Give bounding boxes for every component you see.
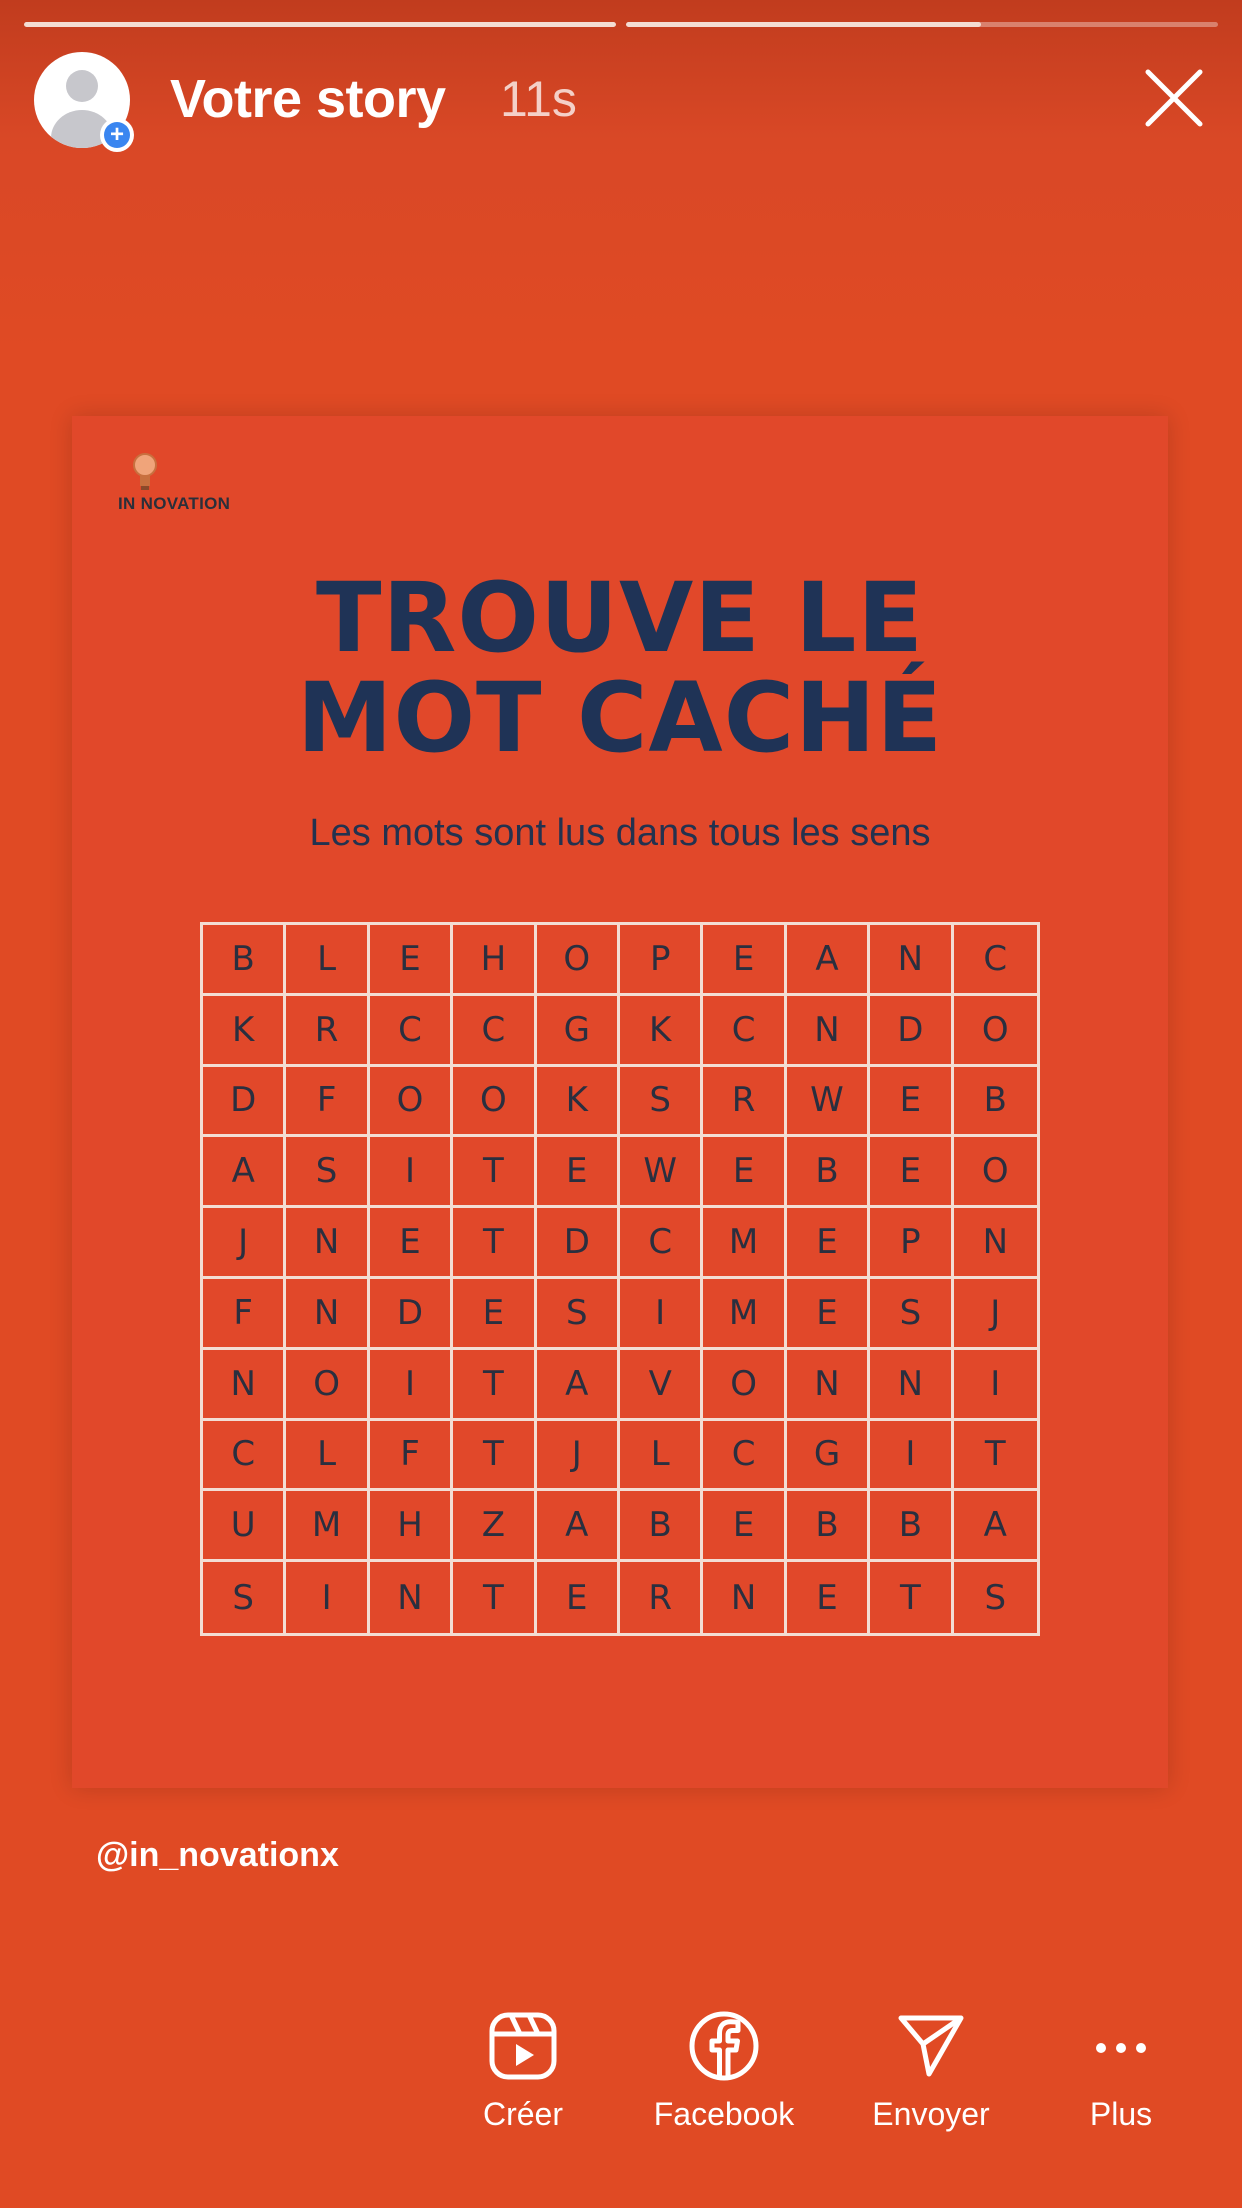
grid-cell: M <box>286 1491 369 1562</box>
reels-icon <box>487 2010 559 2082</box>
grid-cell: R <box>620 1562 703 1633</box>
grid-cell: E <box>703 925 786 996</box>
grid-cell: T <box>870 1562 953 1633</box>
grid-cell: A <box>954 1491 1037 1562</box>
grid-cell: T <box>453 1421 536 1492</box>
grid-cell: P <box>870 1208 953 1279</box>
grid-cell: K <box>620 996 703 1067</box>
grid-cell: E <box>370 1208 453 1279</box>
grid-cell: R <box>286 996 369 1067</box>
facebook-icon <box>688 2010 760 2082</box>
grid-cell: P <box>620 925 703 996</box>
progress-segment-1 <box>24 22 616 27</box>
grid-cell: E <box>537 1137 620 1208</box>
grid-cell: B <box>787 1491 870 1562</box>
grid-cell: N <box>203 1350 286 1421</box>
headline-line-2: MOT CACHÉ <box>296 662 944 774</box>
more-label: Plus <box>1089 2096 1153 2132</box>
grid-cell: B <box>787 1137 870 1208</box>
lightbulb-icon <box>132 452 158 498</box>
grid-cell: A <box>537 1491 620 1562</box>
grid-cell: A <box>537 1350 620 1421</box>
grid-cell: H <box>453 925 536 996</box>
grid-cell: N <box>787 1350 870 1421</box>
grid-cell: O <box>370 1067 453 1138</box>
grid-cell: O <box>954 996 1037 1067</box>
grid-cell: I <box>370 1350 453 1421</box>
grid-cell: U <box>203 1491 286 1562</box>
grid-cell: D <box>537 1208 620 1279</box>
grid-cell: O <box>537 925 620 996</box>
grid-cell: N <box>870 1350 953 1421</box>
grid-cell: G <box>537 996 620 1067</box>
puzzle-headline <box>72 562 1168 774</box>
grid-cell: T <box>453 1137 536 1208</box>
grid-cell: G <box>787 1421 870 1492</box>
grid-cell: E <box>370 925 453 996</box>
grid-cell: B <box>954 1067 1037 1138</box>
grid-cell: F <box>370 1421 453 1492</box>
grid-cell: N <box>370 1562 453 1633</box>
grid-cell: D <box>870 996 953 1067</box>
grid-cell: E <box>703 1491 786 1562</box>
grid-cell: N <box>286 1279 369 1350</box>
grid-cell: F <box>203 1279 286 1350</box>
grid-cell: E <box>870 1137 953 1208</box>
grid-cell: T <box>453 1350 536 1421</box>
grid-cell: H <box>370 1491 453 1562</box>
grid-cell: B <box>870 1491 953 1562</box>
grid-cell: N <box>787 996 870 1067</box>
progress-segment-2 <box>626 22 1218 27</box>
grid-cell: M <box>703 1208 786 1279</box>
grid-cell: T <box>954 1421 1037 1492</box>
facebook-button[interactable] <box>629 2010 819 2133</box>
grid-cell: Z <box>453 1491 536 1562</box>
grid-cell: E <box>787 1562 870 1633</box>
grid-cell: W <box>620 1137 703 1208</box>
grid-cell: E <box>870 1067 953 1138</box>
grid-cell: K <box>537 1067 620 1138</box>
grid-cell: I <box>370 1137 453 1208</box>
grid-cell: C <box>703 996 786 1067</box>
grid-cell: C <box>203 1421 286 1492</box>
grid-cell: C <box>954 925 1037 996</box>
grid-cell: D <box>203 1067 286 1138</box>
grid-cell: E <box>787 1208 870 1279</box>
grid-cell: S <box>203 1562 286 1633</box>
grid-cell: J <box>537 1421 620 1492</box>
grid-cell: N <box>286 1208 369 1279</box>
logo-text: IN NOVATION <box>118 494 231 513</box>
grid-cell: O <box>703 1350 786 1421</box>
more-button[interactable] <box>1026 2010 1216 2133</box>
grid-cell: I <box>286 1562 369 1633</box>
grid-cell: I <box>620 1279 703 1350</box>
send-button[interactable] <box>836 2010 1026 2133</box>
grid-cell: V <box>620 1350 703 1421</box>
grid-cell: D <box>370 1279 453 1350</box>
story-owner-title: Votre story <box>170 69 446 129</box>
grid-cell: C <box>370 996 453 1067</box>
grid-cell: C <box>703 1421 786 1492</box>
grid-cell: E <box>787 1279 870 1350</box>
story-header <box>34 52 1212 152</box>
grid-cell: W <box>787 1067 870 1138</box>
grid-cell: O <box>286 1350 369 1421</box>
brand-logo <box>94 434 244 514</box>
grid-cell: E <box>537 1562 620 1633</box>
send-icon <box>895 2010 967 2082</box>
grid-cell: E <box>703 1137 786 1208</box>
grid-cell: L <box>286 1421 369 1492</box>
grid-cell: S <box>870 1279 953 1350</box>
grid-cell: C <box>453 996 536 1067</box>
grid-cell: A <box>203 1137 286 1208</box>
grid-cell: T <box>453 1562 536 1633</box>
grid-cell: N <box>703 1562 786 1633</box>
close-icon[interactable] <box>1142 66 1206 130</box>
grid-cell: B <box>203 925 286 996</box>
headline-line-1: TROUVE LE <box>315 562 924 674</box>
mention-tag[interactable]: @in_novationx <box>96 1836 339 1874</box>
facebook-label: Facebook <box>653 2096 795 2132</box>
grid-cell: K <box>203 996 286 1067</box>
word-search-grid <box>200 922 1040 1636</box>
grid-cell: A <box>787 925 870 996</box>
grid-cell: S <box>984 1577 1007 1618</box>
grid-cell: J <box>954 1279 1037 1350</box>
more-icon <box>1085 2010 1157 2082</box>
add-icon[interactable]: + <box>100 118 134 152</box>
create-label: Créer <box>482 2096 563 2132</box>
grid-cell: L <box>286 925 369 996</box>
grid-cell: N <box>870 925 953 996</box>
grid-cell: F <box>286 1067 369 1138</box>
grid-cell: R <box>703 1067 786 1138</box>
grid-cell: M <box>703 1279 786 1350</box>
grid-cell: C <box>620 1208 703 1279</box>
send-label: Envoyer <box>872 2096 990 2132</box>
story-progress <box>24 22 1218 28</box>
grid-cell: O <box>453 1067 536 1138</box>
puzzle-subtitle: Les mots sont lus dans tous les sens <box>309 812 931 854</box>
grid-cell: B <box>620 1491 703 1562</box>
story-post-image <box>72 416 1168 1788</box>
grid-cell: N <box>954 1208 1037 1279</box>
grid-cell: S <box>537 1279 620 1350</box>
grid-cell: S <box>286 1137 369 1208</box>
grid-cell: S <box>620 1067 703 1138</box>
grid-cell: T <box>453 1208 536 1279</box>
grid-cell: I <box>954 1350 1037 1421</box>
grid-cell: J <box>203 1208 286 1279</box>
grid-cell: I <box>870 1421 953 1492</box>
grid-cell: E <box>453 1279 536 1350</box>
grid-cell: O <box>954 1137 1037 1208</box>
create-button[interactable] <box>428 2010 618 2133</box>
grid-cell: L <box>620 1421 703 1492</box>
story-timestamp: 11s <box>500 71 577 127</box>
